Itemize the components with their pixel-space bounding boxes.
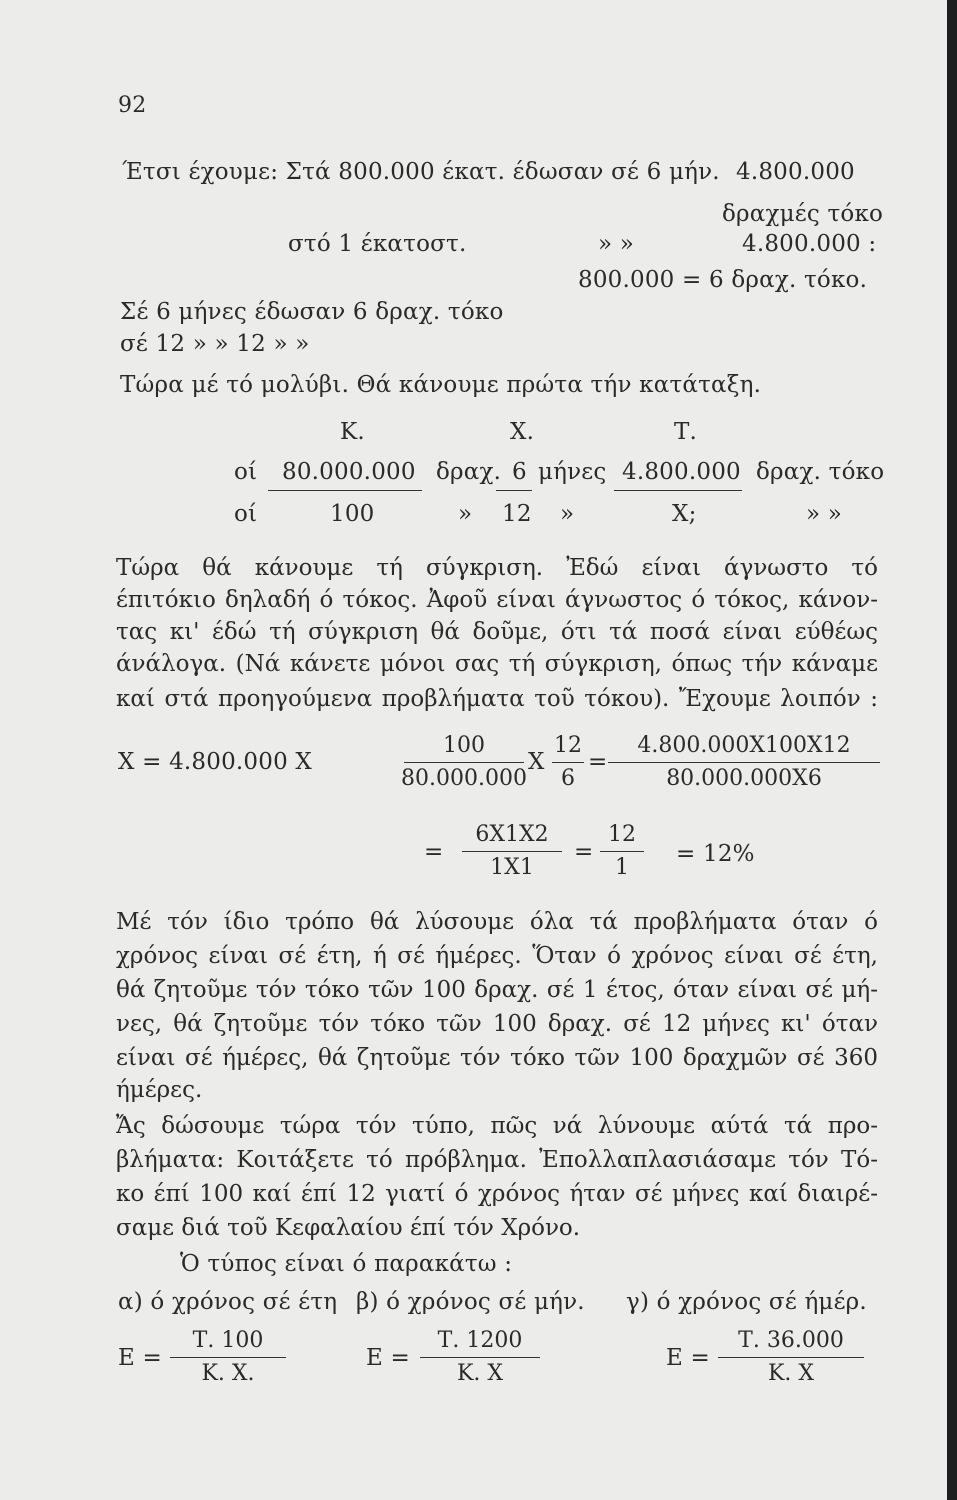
formula-a-numerator: Τ. 100 <box>192 1328 264 1353</box>
paragraph-3-line-1: Ἄς δώσουμε τώρα τόν τύπο, πῶς νά λύνουμε αύτά τά προ- <box>116 1113 878 1139</box>
paragraph-3-line-3: κο έπί 100 καί έπί 12 γιατί ό χρόνος ήταν σέ μήνες καί διαιρέ- <box>116 1181 878 1207</box>
paragraph-1-line-4: άνάλογα. (Νά κάνετε μόνοι σας τή σύγκριση, όπως τήν κάναμε <box>116 651 878 677</box>
equation-2-result: = 12% <box>676 841 755 867</box>
equation-1-fraction-2-denominator: 6 <box>561 766 575 791</box>
formula-b-denominator: Κ. Χ <box>456 1361 504 1386</box>
equation-2-fraction-1-denominator: 1Χ1 <box>490 855 534 880</box>
paragraph-3-line-2: βλήματα: Κοιτάξετε τό πρόβλημα. Ἐπολλαπλασιάσαμε τόν Τό- <box>116 1147 878 1173</box>
equation-2-fraction-2-denominator: 1 <box>615 855 629 880</box>
formula-c-lhs: Ε = <box>666 1345 710 1371</box>
equation-1-fraction-1-denominator: 80.000.000 <box>401 766 527 791</box>
intro-line-3-label: στό 1 έκατοστ. <box>288 231 467 257</box>
paragraph-2-line-4: νες, θά ζητοῦμε τόν τόκο τῶν 100 δραχ. σέ 12 μήνες κι' όταν <box>116 1011 878 1037</box>
equation-1-fraction-2 <box>552 733 584 792</box>
paragraph-1-line-1: Τώρα θά κάνουμε τή σύγκριση. Ἐδώ είναι άγνωστο τό <box>116 555 878 581</box>
table-row2-t-unit: » » <box>806 501 843 527</box>
paragraph-2-line-5: είναι σέ ήμέρες, θά ζητοῦμε τόν τόκο τῶν 100 δραχμῶν σέ 360 <box>116 1045 878 1071</box>
equation-2-equals-2: = <box>574 839 594 865</box>
page-edge-shadow <box>947 0 957 1500</box>
table-row1-x: 6 <box>512 459 527 485</box>
paragraph-1-line-3: τας κι' έδώ τή σύγκριση θά δοῦμε, ότι τά ποσά είναι εύθέως <box>116 619 878 645</box>
formula-c-bar <box>718 1357 864 1358</box>
equation-2-fraction-1-numerator: 6Χ1Χ2 <box>475 822 549 847</box>
formula-b <box>420 1328 540 1387</box>
intro-line-3-marks: » » <box>598 231 635 257</box>
formula-a <box>170 1328 286 1387</box>
equation-2-fraction-2 <box>600 822 644 881</box>
table-rule-x <box>496 490 532 491</box>
equation-2-fraction-1-bar <box>462 851 562 852</box>
equation-1-fraction-1 <box>401 733 527 792</box>
equation-1-fraction-3-denominator: 80.000.000Χ6 <box>666 766 822 791</box>
case-c: γ) ό χρόνος σέ ήμέρ. <box>626 1289 867 1315</box>
equation-1-lhs: Χ = 4.800.000 Χ <box>118 749 313 775</box>
intro-line-3-amount: 4.800.000 : <box>742 231 877 257</box>
intro-line-4: 800.000 = 6 δραχ. τόκο. <box>578 267 868 293</box>
equation-2-fraction-1 <box>462 822 562 881</box>
intro-line-7: Τώρα μέ τό μολύβι. Θά κάνουμε πρώτα τήν κατάταξη. <box>120 372 762 398</box>
table-row2-k: 100 <box>330 501 375 527</box>
formula-c-denominator: Κ. Χ <box>767 1361 815 1386</box>
equation-1-fraction-1-bar <box>404 762 524 763</box>
paragraph-1-line-5: καί στά προηγούμενα προβλήματα τοῦ τόκου). Ἔχουμε λοιπόν : <box>116 686 878 712</box>
equation-2-fraction-2-bar <box>600 851 644 852</box>
table-row2-x-unit: » <box>560 501 575 527</box>
formula-a-denominator: Κ. Χ. <box>201 1361 255 1386</box>
paragraph-2-line-3: θά ζητοῦμε τόν τόκο τῶν 100 δραχ. σέ 1 έτος, όταν είναι σέ μή- <box>116 977 878 1003</box>
intro-line-2: δραχμές τόκο <box>722 201 884 227</box>
intro-line-1: Έτσι έχουμε: Στά 800.000 έκατ. έδωσαν σέ 6 μήν. <box>122 159 720 185</box>
equation-1-times: Χ <box>528 749 545 775</box>
equation-1-fraction-2-numerator: 12 <box>554 733 582 758</box>
equation-1-fraction-3 <box>608 733 880 792</box>
formula-c <box>718 1328 864 1387</box>
table-row2-t: Χ; <box>672 501 697 527</box>
intro-line-6: σέ 12 » » 12 » » <box>120 331 310 357</box>
equation-1-fraction-2-bar <box>552 762 584 763</box>
paragraph-3-line-4: σαμε διά τοῦ Κεφαλαίου έπί τόν Χρόνο. <box>116 1215 581 1241</box>
paragraph-2-line-6: ήμέρες. <box>116 1077 203 1103</box>
table-row2-k-unit: » <box>458 501 473 527</box>
formula-c-numerator: Τ. 36.000 <box>738 1328 844 1353</box>
equation-1-fraction-1-numerator: 100 <box>443 733 485 758</box>
table-row2-x: 12 <box>502 501 532 527</box>
intro-line-1-amount: 4.800.000 <box>736 159 855 185</box>
table-row1-t: 4.800.000 <box>622 459 741 485</box>
table-row1-label: οί <box>234 459 258 485</box>
paragraph-2-line-2: χρόνος είναι σέ έτη, ή σέ ήμέρες. Ὅταν ό χρόνος είναι σέ έτη, <box>116 943 878 969</box>
table-rule-k <box>268 490 422 491</box>
case-b: β) ό χρόνος σέ μήν. <box>356 1289 585 1315</box>
formula-b-numerator: Τ. 1200 <box>437 1328 523 1353</box>
paragraph-2-line-1: Μέ τόν ίδιο τρόπο θά λύσουμε όλα τά προβλήματα όταν ό <box>116 909 878 935</box>
table-header-t: Τ. <box>674 419 698 445</box>
equation-2-fraction-2-numerator: 12 <box>608 822 636 847</box>
table-header-x: Χ. <box>510 419 535 445</box>
table-row1-k: 80.000.000 <box>282 459 416 485</box>
table-row1-t-unit: δραχ. τόκο <box>756 459 885 485</box>
table-rule-t <box>614 490 742 491</box>
equation-1-equals: = <box>588 749 608 775</box>
equation-2-equals-1: = <box>424 839 444 865</box>
formula-intro: Ὁ τύπος είναι ό παρακάτω : <box>180 1251 513 1277</box>
equation-1-fraction-3-numerator: 4.800.000Χ100Χ12 <box>637 733 851 758</box>
paragraph-1-line-2: έπιτόκιο δηλαδή ό τόκος. Ἀφοῦ είναι άγνωστος ό τόκος, κάνον- <box>116 587 878 613</box>
intro-line-5: Σέ 6 μήνες έδωσαν 6 δραχ. τόκο <box>120 299 504 325</box>
formula-b-lhs: Ε = <box>366 1345 410 1371</box>
table-row1-x-unit: μήνες <box>538 459 607 485</box>
table-row1-k-unit: δραχ. <box>436 459 502 485</box>
formula-b-bar <box>420 1357 540 1358</box>
table-row2-label: οί <box>234 501 258 527</box>
formula-a-bar <box>170 1357 286 1358</box>
case-a: α) ό χρόνος σέ έτη <box>118 1289 338 1315</box>
formula-a-lhs: Ε = <box>118 1345 162 1371</box>
equation-1-fraction-3-bar <box>608 762 880 763</box>
page-number: 92 <box>118 93 147 118</box>
table-header-k: Κ. <box>340 419 365 445</box>
